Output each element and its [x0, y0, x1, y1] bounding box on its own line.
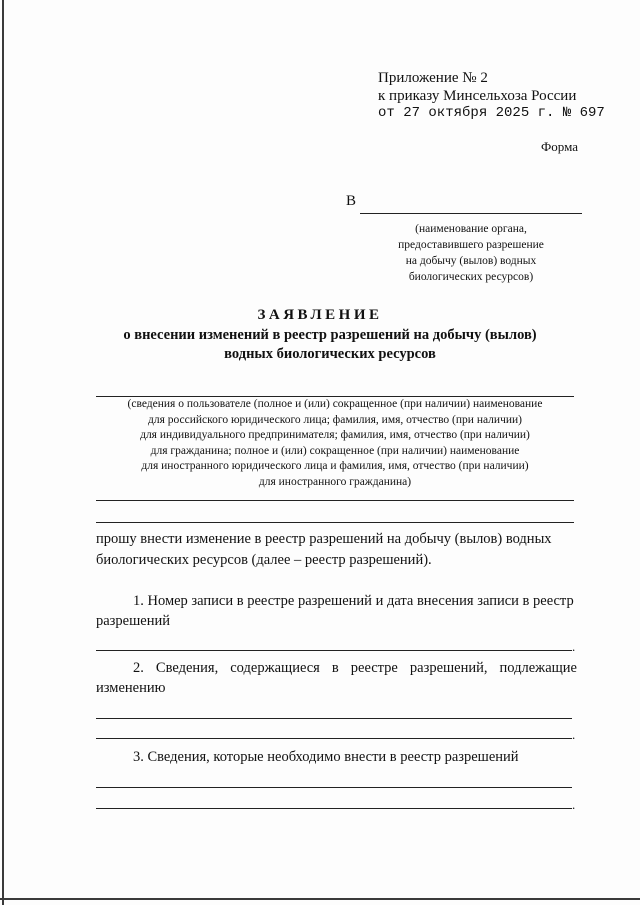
user-hint-line: (сведения о пользователе (полное и (или) сокращенное (при наличии) наименование	[127, 398, 543, 410]
line-end-mark: .	[572, 639, 576, 654]
recipient-hint-line: на добычу (вылов) водных	[405, 255, 537, 267]
item-3-text: 3. Сведения, которые необходимо внести в реестр разрешений	[133, 749, 519, 765]
scan-edge-bottom	[0, 898, 640, 900]
line-end-mark: .	[572, 727, 576, 742]
item-1-fill-line[interactable]	[96, 650, 572, 651]
scan-edge-left	[2, 0, 4, 905]
user-hint-line: для иностранного гражданина)	[258, 475, 412, 488]
document-title: ЗАЯВЛЕНИЕ	[257, 307, 383, 323]
recipient-hint	[360, 221, 582, 285]
item-3-fill-line[interactable]	[96, 787, 572, 788]
annex-order-ref: к приказу Минсельхоза России	[378, 88, 577, 104]
user-hint-line: для российского юридического лица; фамилия, имя, отчество (при наличии)	[147, 413, 522, 426]
item-2-text: 2. Сведения, содержащиеся в реестре разрешений, подлежащие	[133, 660, 577, 676]
annex-number: Приложение № 2	[378, 70, 488, 86]
item-2-fill-line[interactable]	[96, 738, 572, 739]
form-label: Форма	[541, 139, 578, 154]
user-info-extra-line[interactable]	[96, 500, 574, 501]
recipient-hint-line: (наименование органа,	[415, 223, 527, 235]
request-text-line: прошу внести изменение в реестр разрешений на добычу (вылов) водных	[96, 531, 552, 547]
item-2-fill-line[interactable]	[96, 718, 572, 719]
item-3-fill-line[interactable]	[96, 808, 572, 809]
subtitle-line: водных биологических ресурсов	[224, 346, 436, 362]
item-1-text: 1. Номер записи в реестре разрешений и дата внесения записи в реестр	[133, 593, 574, 609]
subtitle-line: о внесении изменений в реестр разрешений на добычу (вылов)	[123, 327, 537, 343]
recipient-prefix: В	[346, 193, 357, 209]
user-hint-line: для индивидуального предпринимателя; фамилия, имя, отчество (при наличии)	[140, 429, 530, 441]
user-info-extra-line[interactable]	[96, 522, 574, 523]
annex-order-date: от 27 октября 2025 г. № 697	[378, 105, 605, 121]
request-text-line: биологических ресурсов (далее – реестр разрешений).	[96, 552, 432, 568]
user-info-hint	[96, 397, 574, 490]
recipient-fill-line[interactable]	[360, 213, 582, 214]
line-end-mark: .	[572, 797, 576, 812]
item-1-text-cont: разрешений	[96, 613, 170, 629]
document-subtitle	[0, 326, 640, 364]
user-hint-line: для иностранного юридического лица и фамилия, имя, отчество (при наличии)	[141, 460, 529, 472]
recipient-hint-line: предоставившего разрешение	[398, 239, 544, 251]
item-2-text-cont: изменению	[96, 680, 166, 696]
user-hint-line: для гражданина; полное и (или) сокращенное (при наличии) наименование	[150, 444, 520, 457]
recipient-hint-line: биологических ресурсов)	[408, 271, 534, 283]
